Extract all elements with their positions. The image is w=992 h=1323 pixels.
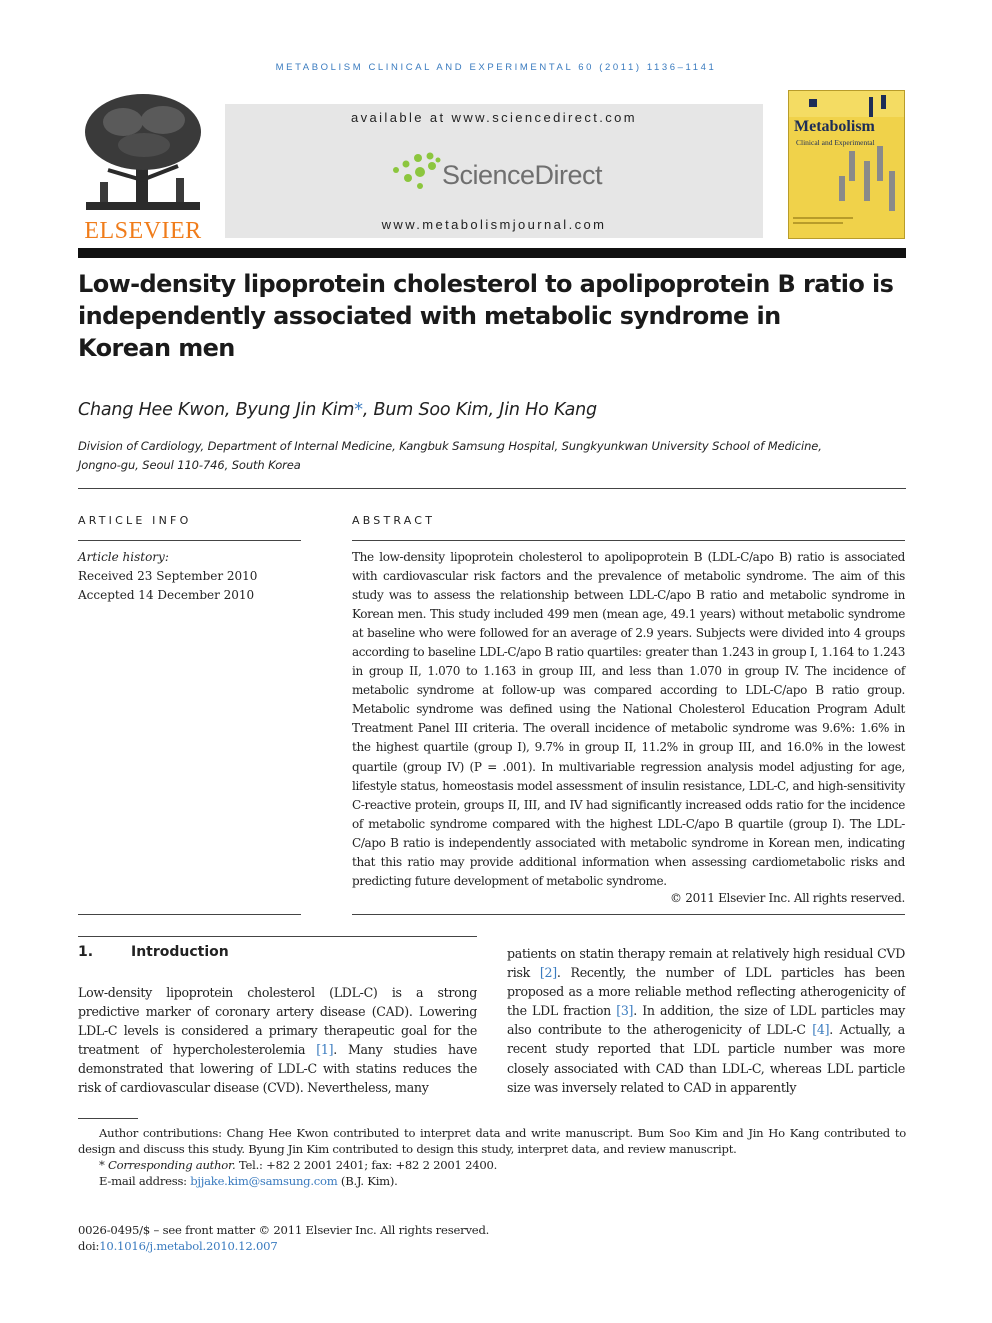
author-contributions: Author contributions: Chang Hee Kwon contributed to interpret data and write manuscript. Bum Soo Kim and Jin Ho Kang contributed to design and discuss this study. Byung Jin Kim contributed to design this study, interpret data, and review manuscript. xyxy=(78,1126,906,1156)
citation-link[interactable]: [1] xyxy=(316,1042,334,1058)
journal-citation-line: METABOLISM CLINICAL AND EXPERIMENTAL 60 (2011) 1136–1141 xyxy=(275,62,717,73)
affiliation-line: Division of Cardiology, Department of Internal Medicine, Kangbuk Samsung Hospital, Sungkyunkwan University School of Medicine, xyxy=(78,439,822,453)
section-number: 1. xyxy=(78,944,94,960)
abstract-copyright: © 2011 Elsevier Inc. All rights reserved. xyxy=(670,891,905,905)
body-text: Low-density lipoprotein cholesterol (LDL-C) is a strong predictive marker of coronary artery disease (CAD). Lowering LDL-C levels is considered a primary therapeutic goal for the treatment of hypercholesterolemia xyxy=(78,985,477,1058)
affiliation-line: Jongno-gu, Seoul 110-746, South Korea xyxy=(78,458,301,472)
corresponding-label: Corresponding author. xyxy=(107,1158,236,1172)
footnote-rule xyxy=(78,1118,138,1119)
article-info-rule xyxy=(78,540,301,541)
title-line: independently associated with metabolic syndrome in xyxy=(78,302,781,330)
cover-title: Metabolism xyxy=(794,118,875,135)
received-date: Received 23 September 2010 xyxy=(78,569,258,583)
sciencedirect-wordmark: ScienceDirect xyxy=(442,160,603,190)
section-divider xyxy=(78,488,906,489)
title-line: Korean men xyxy=(78,334,235,362)
abstract-rule xyxy=(352,540,905,541)
footnote-star: * xyxy=(99,1158,105,1172)
elsevier-wordmark: ELSEVIER xyxy=(84,218,202,244)
author-list xyxy=(78,400,597,420)
issn-line: 0026-0495/$ – see front matter © 2011 Elsevier Inc. All rights reserved. xyxy=(78,1223,490,1237)
body-text: . In addition, the size of LDL particles may also contribute to the atherogenicity of LDL-C xyxy=(507,1003,905,1038)
corresponding-contact: Tel.: +82 2 2001 2401; fax: +82 2 2001 2400. xyxy=(235,1158,498,1172)
article-info-bottom-rule xyxy=(78,914,301,915)
abstract-bottom-rule xyxy=(352,914,905,915)
body-text: . Many studies have demonstrated that lowering of LDL-C with statins reduces the risk of cardiovascular disease (CVD). Nevertheless, many xyxy=(78,1042,477,1096)
journal-cover-image xyxy=(788,90,905,239)
email-note xyxy=(99,1173,899,1189)
citation-link[interactable]: [3] xyxy=(616,1003,634,1019)
citation-link[interactable]: [4] xyxy=(812,1022,830,1038)
header-divider xyxy=(78,248,906,258)
citation-link[interactable]: [2] xyxy=(539,965,557,981)
body-text: . Actually, a recent study reported that LDL particle number was more closely associated with CAD than LDL-C, whereas LDL particle size was inversely related to CAD in apparently xyxy=(507,1022,905,1095)
email-suffix: (B.J. Kim). xyxy=(337,1174,398,1188)
corresponding-author-note xyxy=(99,1157,899,1173)
intro-right-column xyxy=(507,944,905,1097)
section-title: Introduction xyxy=(131,944,229,960)
abstract-body: The low-density lipoprotein cholesterol to apolipoprotein B (LDL-C/apo B) ratio is associated with cardiovascular risk factors and the prevalence of metabolic syndrome. The aim of this study was to assess the relationship between LDL-C/apo B ratio and metabolic syndrome in Korean men. This study included 499 men (mean age, 49.1 years) without metabolic syndrome at baseline who were followed for an average of 2.9 years. Subjects were divided into 4 groups according to baseline LDL-C/apo B ratio quartiles: greater than 1.243 in group I, 1.164 to 1.243 in group II, 1.070 to 1.163 in group III, and less than 1.070 in group IV. The incidence of metabolic syndrome at follow-up was compared according to LDL-C/apo B ratio group. Metabolic syndrome was defined using the National Cholesterol Education Program Adult Treatment Panel III criteria. The overall incidence of metabolic syndrome was 9.6%: 1.6% in the highest quartile (group I), 9.7% in group II, 11.2% in group III, and 16.0% in the lowest quartile (group IV) (P = .001). In multivariable regression analysis model adjusting for age, lifestyle status, homeostasis model assessment of insulin resistance, LDL-C, and high-sensitivity C-reactive protein, groups II, III, and IV had significantly increased odds ratio for the incidence of metabolic syndrome compared with the highest LDL-C/apo B quartile (group I). The LDL-C/apo B ratio is independently associated with metabolic syndrome in Korean men, indicating that this ratio may provide additional information when assessing cardiometabolic risks and predicting future development of metabolic syndrome. xyxy=(352,550,905,888)
email-link[interactable]: bjjake.kim@samsung.com xyxy=(190,1174,338,1188)
doi-label: doi: xyxy=(78,1239,100,1253)
doi-line xyxy=(78,1238,278,1254)
intro-left-column xyxy=(78,983,477,1098)
title-line: Low-density lipoprotein cholesterol to apolipoprotein B ratio is xyxy=(78,270,894,298)
abstract-heading: ABSTRACT xyxy=(352,514,436,527)
accepted-date: Accepted 14 December 2010 xyxy=(78,588,255,602)
journal-url[interactable]: www.metabolismjournal.com xyxy=(381,217,607,232)
intro-rule xyxy=(78,936,477,937)
article-history xyxy=(78,548,257,605)
affiliation xyxy=(78,437,908,475)
cover-subtitle: Clinical and Experimental xyxy=(796,138,875,147)
body-text: . Recently, the number of LDL particles has been proposed as a more reliable method reflecting atherogenicity of the LDL fraction xyxy=(507,965,905,1019)
body-text: patients on statin therapy remain at relatively high residual CVD risk xyxy=(507,946,905,981)
doi-link[interactable]: 10.1016/j.metabol.2010.12.007 xyxy=(99,1239,278,1253)
sciencedirect-availability[interactable]: available at www.sciencedirect.com xyxy=(350,110,638,125)
history-label: Article history: xyxy=(78,550,169,564)
article-title xyxy=(78,268,918,364)
corresponding-author-marker[interactable]: * xyxy=(354,400,363,420)
authors-part: Chang Hee Kwon, Byung Jin Kim xyxy=(78,400,355,420)
email-label: E-mail address: xyxy=(99,1174,191,1188)
authors-part: , Bum Soo Kim, Jin Ho Kang xyxy=(362,400,597,420)
article-info-heading: ARTICLE INFO xyxy=(78,514,192,527)
